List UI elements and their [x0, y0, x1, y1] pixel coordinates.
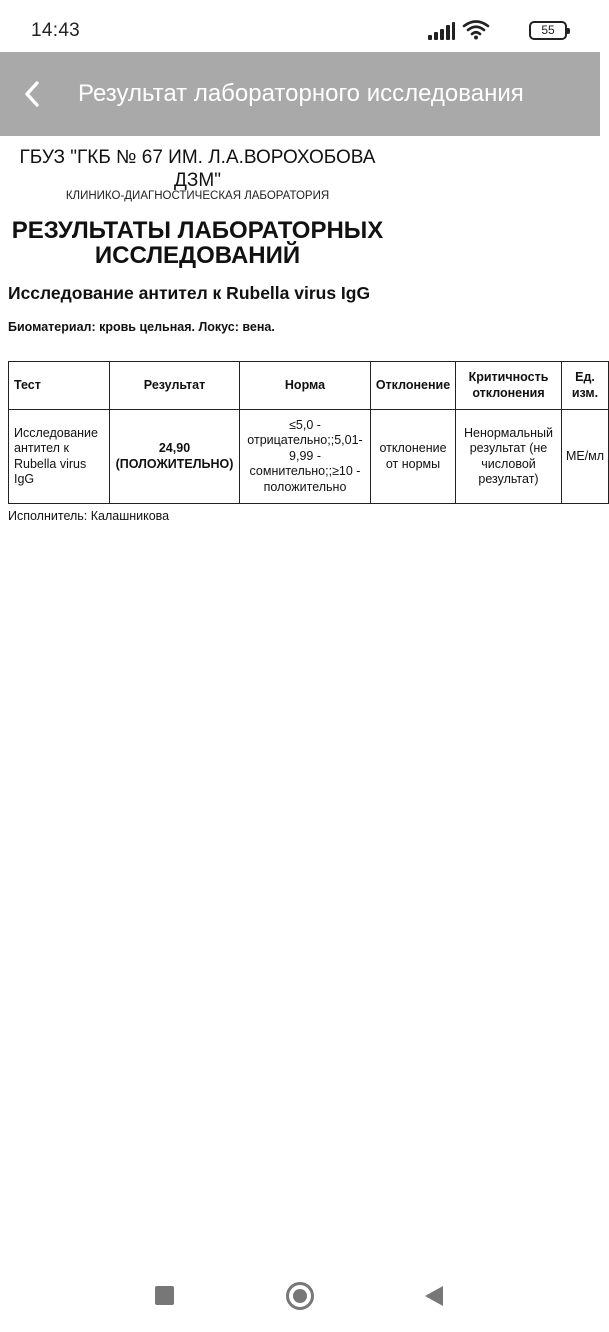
header-criticality: Критичность отклонения	[456, 362, 562, 410]
status-time: 14:43	[31, 20, 81, 41]
chevron-left-icon	[23, 80, 41, 108]
back-triangle-icon[interactable]	[424, 1285, 444, 1307]
cell-test: Исследование антител к Rubella virus IgG	[9, 410, 110, 504]
executor-info: Исполнитель: Калашникова	[8, 509, 170, 523]
cell-deviation: отклонение от нормы	[371, 410, 456, 504]
back-button[interactable]	[12, 70, 52, 118]
status-bar	[0, 0, 600, 52]
recents-square-icon[interactable]	[155, 1286, 174, 1305]
table-header-row	[9, 362, 609, 410]
header-test: Тест	[9, 362, 110, 410]
app-title: Результат лабораторного исследования	[78, 80, 524, 107]
app-bar	[0, 52, 600, 136]
organization-name: ГБУЗ "ГКБ № 67 ИМ. Л.А.ВОРОХОБОВА ДЗМ"	[19, 147, 376, 191]
test-title: Исследование антител к Rubella virus IgG	[8, 283, 371, 303]
header-deviation: Отклонение	[371, 362, 456, 410]
cell-criticality: Ненормальный результат (не числовой результат)	[456, 410, 562, 504]
navigation-bar	[0, 1262, 600, 1332]
header-result: Результат	[110, 362, 240, 410]
battery-icon: 55	[529, 21, 567, 40]
header-unit: Ед. изм.	[562, 362, 609, 410]
cell-norm: ≤5,0 - отрицательно;;5,01-9,99 - сомнительно;;≥10 - положительно	[240, 410, 371, 504]
report-title: РЕЗУЛЬТАТЫ ЛАБОРАТОРНЫХ ИССЛЕДОВАНИЙ	[11, 217, 384, 269]
signal-icon	[428, 22, 455, 40]
table-row	[9, 410, 609, 504]
biomaterial-info: Биоматериал: кровь цельная. Локус: вена.	[8, 320, 275, 334]
cell-unit: МЕ/мл	[562, 410, 609, 504]
laboratory-name: КЛИНИКО-ДИАГНОСТИЧЕСКАЯ ЛАБОРАТОРИЯ	[65, 190, 330, 202]
home-circle-icon[interactable]	[286, 1282, 314, 1310]
results-table	[8, 361, 609, 504]
cell-result: 24,90 (ПОЛОЖИТЕЛЬНО)	[110, 410, 240, 504]
header-norm: Норма	[240, 362, 371, 410]
wifi-icon	[463, 20, 489, 40]
